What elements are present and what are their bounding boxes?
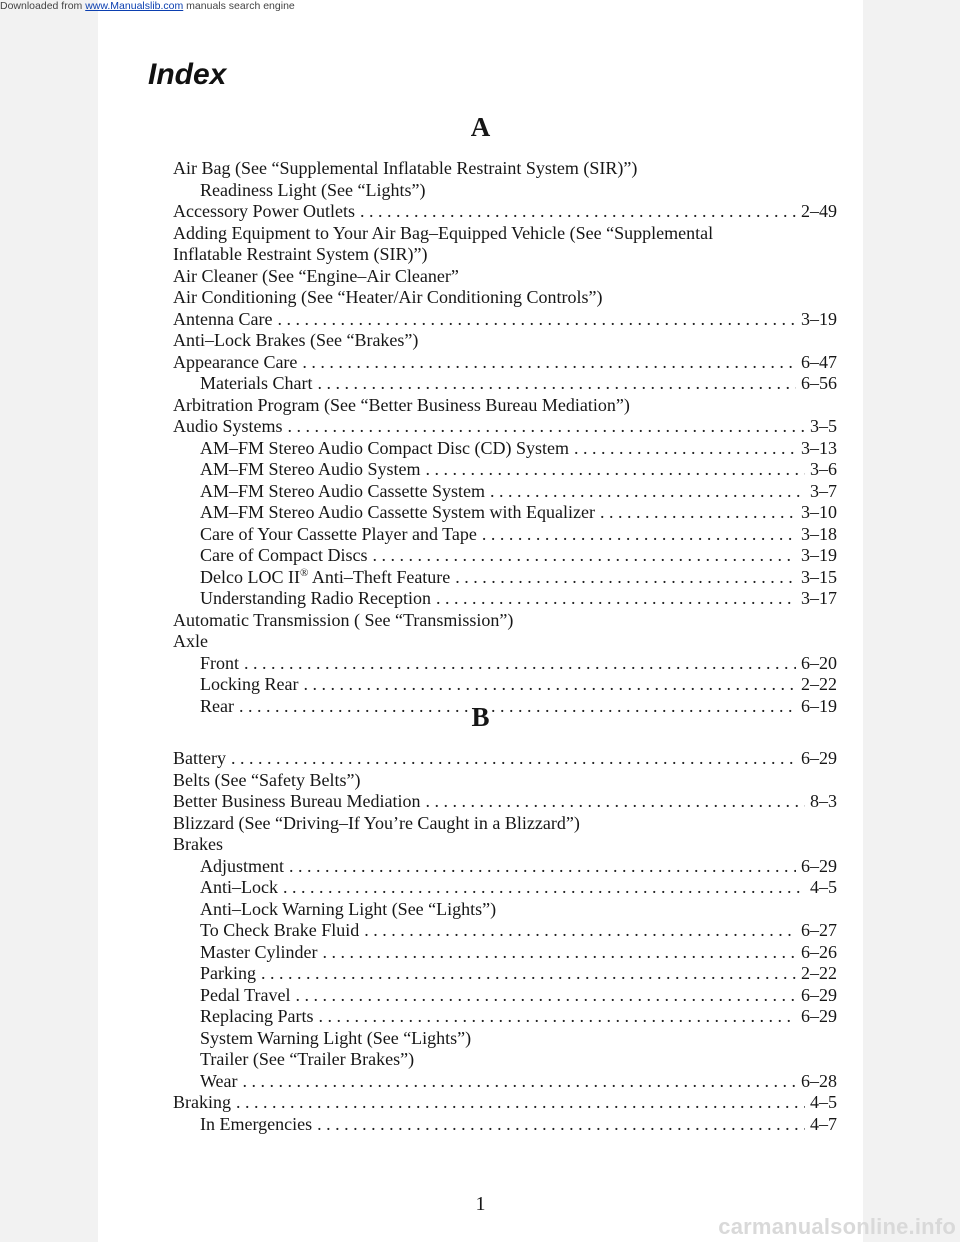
index-entry — [173, 395, 837, 417]
banner-suffix: manuals search engine — [183, 0, 295, 12]
entry-label: AM–FM Stereo Audio System — [200, 459, 421, 479]
index-entry — [173, 963, 837, 985]
dot-leader — [277, 309, 796, 331]
entry-label: Pedal Travel — [200, 984, 291, 1005]
index-entry — [173, 502, 837, 524]
dot-leader — [482, 524, 796, 546]
dot-leader — [236, 1092, 805, 1114]
index-entry — [173, 524, 837, 546]
dot-leader — [317, 1114, 805, 1136]
index-entry — [173, 352, 837, 374]
index-entry — [173, 770, 837, 792]
index-entry — [173, 330, 837, 352]
entry-label: Antenna Care — [173, 308, 273, 329]
dot-leader — [318, 1006, 796, 1028]
dot-leader — [296, 985, 796, 1007]
entry-page-ref: 3–18 — [801, 523, 837, 544]
dot-leader — [360, 201, 796, 223]
entry-page-ref: 3–17 — [801, 588, 837, 608]
index-entry — [173, 459, 837, 481]
registered-mark: ® — [299, 566, 309, 579]
index-entry — [173, 481, 837, 503]
entry-page-ref: 3–5 — [810, 416, 837, 436]
entry-label: System Warning Light (See “Lights”) — [200, 1027, 472, 1048]
entry-page-ref: 6–29 — [801, 1006, 837, 1026]
entry-label: In Emergencies — [200, 1113, 313, 1134]
entry-label: To Check Brake Fluid — [200, 920, 360, 940]
index-entry — [173, 610, 837, 632]
dot-leader — [317, 373, 796, 395]
dot-leader — [303, 674, 796, 696]
entry-label: Blizzard (See “Driving–If You’re Caught in a Blizzard”) — [173, 812, 580, 833]
index-entry — [173, 1006, 837, 1028]
index-entry — [173, 309, 837, 331]
index-entry — [173, 942, 837, 964]
index-entry — [173, 748, 837, 770]
manualslib-link[interactable]: www.Manualslib.com — [85, 0, 184, 12]
entry-label: Master Cylinder — [200, 941, 318, 962]
entry-page-ref: 3–10 — [801, 502, 837, 522]
entry-page-ref: 6–20 — [801, 652, 837, 673]
index-entry — [173, 567, 837, 589]
entry-page-ref: 6–28 — [801, 1070, 837, 1091]
index-entry — [173, 899, 837, 921]
section-letter-b: B — [471, 702, 490, 732]
entry-label: Braking — [173, 1092, 231, 1112]
index-entry — [173, 920, 837, 942]
index-entry — [173, 416, 837, 438]
entry-page-ref: 3–19 — [801, 308, 837, 329]
index-entry — [173, 244, 837, 266]
entry-label: Delco LOC II® Anti–Theft Feature — [200, 566, 451, 587]
entry-label: Care of Your Cassette Player and Tape — [200, 523, 477, 544]
dot-leader — [283, 877, 805, 899]
entry-page-ref: 4–5 — [810, 877, 837, 897]
entry-label: Arbitration Program (See “Better Business Bureau Mediation”) — [173, 394, 630, 415]
dot-leader — [302, 352, 796, 374]
entry-label: Accessory Power Outlets — [173, 201, 355, 221]
entry-label: Air Conditioning (See “Heater/Air Conditioning Controls”) — [173, 287, 603, 307]
entry-label: Audio Systems — [173, 416, 283, 436]
dot-leader — [425, 791, 805, 813]
entry-page-ref: 4–7 — [810, 1113, 837, 1134]
index-entry — [173, 223, 837, 245]
entry-label: Adjustment — [200, 855, 284, 876]
entry-label: Air Bag (See “Supplemental Inflatable Restraint System (SIR)”) — [173, 158, 638, 178]
dot-leader — [261, 963, 796, 985]
dot-leader — [426, 459, 805, 481]
index-entry — [173, 1049, 837, 1071]
entry-label: Brakes — [173, 834, 223, 854]
entry-label: Readiness Light (See “Lights”) — [200, 179, 426, 200]
entry-label: Belts (See “Safety Belts”) — [173, 769, 361, 790]
entry-page-ref: 3–7 — [810, 480, 837, 501]
entry-label: Trailer (See “Trailer Brakes”) — [200, 1049, 415, 1069]
index-entry — [173, 266, 837, 288]
index-entry — [173, 1028, 837, 1050]
entry-label: Front — [200, 652, 240, 673]
dot-leader — [244, 653, 796, 675]
entry-label: AM–FM Stereo Audio Compact Disc (CD) System — [200, 437, 569, 458]
dot-leader — [289, 856, 796, 878]
entry-label: Inflatable Restraint System (SIR)”) — [173, 244, 428, 264]
index-entry — [173, 1071, 837, 1093]
index-entry — [173, 545, 837, 567]
entry-label: Battery — [173, 748, 226, 768]
entry-page-ref: 2–22 — [801, 674, 837, 694]
index-entry — [173, 813, 837, 835]
index-entry — [173, 287, 837, 309]
entry-label: Axle — [173, 631, 208, 651]
index-entry — [173, 834, 837, 856]
index-entry — [173, 791, 837, 813]
section-a-entries — [173, 158, 837, 717]
entry-page-ref: 6–27 — [801, 920, 837, 940]
index-entry — [173, 631, 837, 653]
entry-label: Rear — [200, 695, 234, 716]
download-banner — [0, 0, 960, 12]
entry-page-ref: 2–49 — [801, 201, 837, 221]
dot-leader — [600, 502, 796, 524]
entry-page-ref: 3–13 — [801, 437, 837, 458]
entry-label: Care of Compact Discs — [200, 545, 368, 565]
index-entry — [173, 877, 837, 899]
section-letter-a: A — [470, 112, 491, 142]
index-entry — [173, 201, 837, 223]
index-entry — [173, 985, 837, 1007]
entry-label: Materials Chart — [200, 373, 313, 393]
entry-label: Automatic Transmission ( See “Transmission”) — [173, 609, 514, 630]
index-entry — [173, 373, 837, 395]
dot-leader — [243, 1071, 796, 1093]
entry-page-ref: 8–3 — [810, 791, 837, 811]
entry-page-ref: 6–29 — [801, 748, 837, 768]
entry-label: AM–FM Stereo Audio Cassette System — [200, 480, 486, 501]
entry-page-ref: 6–29 — [801, 855, 837, 876]
entry-page-ref: 3–15 — [801, 566, 837, 587]
index-entry — [173, 674, 837, 696]
index-entry — [173, 856, 837, 878]
dot-leader — [574, 438, 796, 460]
dot-leader — [231, 748, 796, 770]
entry-page-ref: 2–22 — [801, 963, 837, 983]
entry-label: Anti–Lock Brakes (See “Brakes”) — [173, 330, 419, 350]
dot-leader — [364, 920, 796, 942]
entry-label: Appearance Care — [173, 351, 298, 372]
entry-page-ref: 3–6 — [810, 459, 837, 479]
page-number: 1 — [475, 1193, 486, 1215]
entry-page-ref: 6–19 — [801, 695, 837, 716]
dot-leader — [455, 567, 796, 589]
entry-label: Parking — [200, 963, 256, 983]
index-entry — [173, 1092, 837, 1114]
dot-leader — [288, 416, 805, 438]
dot-leader — [372, 545, 796, 567]
dot-leader — [436, 588, 796, 610]
dot-leader — [490, 481, 805, 503]
entry-page-ref: 6–26 — [801, 941, 837, 962]
entry-label: Locking Rear — [200, 674, 299, 694]
watermark-logo: carmanualsonline.info — [718, 1214, 956, 1239]
index-entry — [173, 438, 837, 460]
entry-page-ref: 4–5 — [810, 1092, 837, 1112]
manual-page — [98, 0, 863, 1242]
entry-label: Replacing Parts — [200, 1006, 314, 1026]
entry-page-ref: 3–19 — [801, 545, 837, 565]
index-entry — [173, 158, 837, 180]
entry-page-ref: 6–47 — [801, 351, 837, 372]
dot-leader — [322, 942, 796, 964]
entry-label: AM–FM Stereo Audio Cassette System with Equalizer — [200, 502, 595, 522]
index-entry — [173, 1114, 837, 1136]
entry-label: Anti–Lock Warning Light (See “Lights”) — [200, 898, 497, 919]
entry-label: Anti–Lock — [200, 877, 278, 897]
entry-label: Adding Equipment to Your Air Bag–Equipped Vehicle (See “Supplemental — [173, 222, 714, 243]
entry-label: Better Business Bureau Mediation — [173, 791, 421, 811]
index-entry — [173, 180, 837, 202]
entry-page-ref: 6–56 — [801, 373, 837, 393]
entry-label: Air Cleaner (See “Engine–Air Cleaner” — [173, 265, 459, 286]
entry-label: Understanding Radio Reception — [200, 588, 431, 608]
entry-label: Wear — [200, 1070, 238, 1091]
index-title: Index — [148, 58, 227, 91]
section-b-entries — [173, 748, 837, 1135]
index-entry — [173, 588, 837, 610]
index-entry — [173, 653, 837, 675]
banner-prefix: Downloaded from — [0, 0, 86, 12]
entry-page-ref: 6–29 — [801, 984, 837, 1005]
